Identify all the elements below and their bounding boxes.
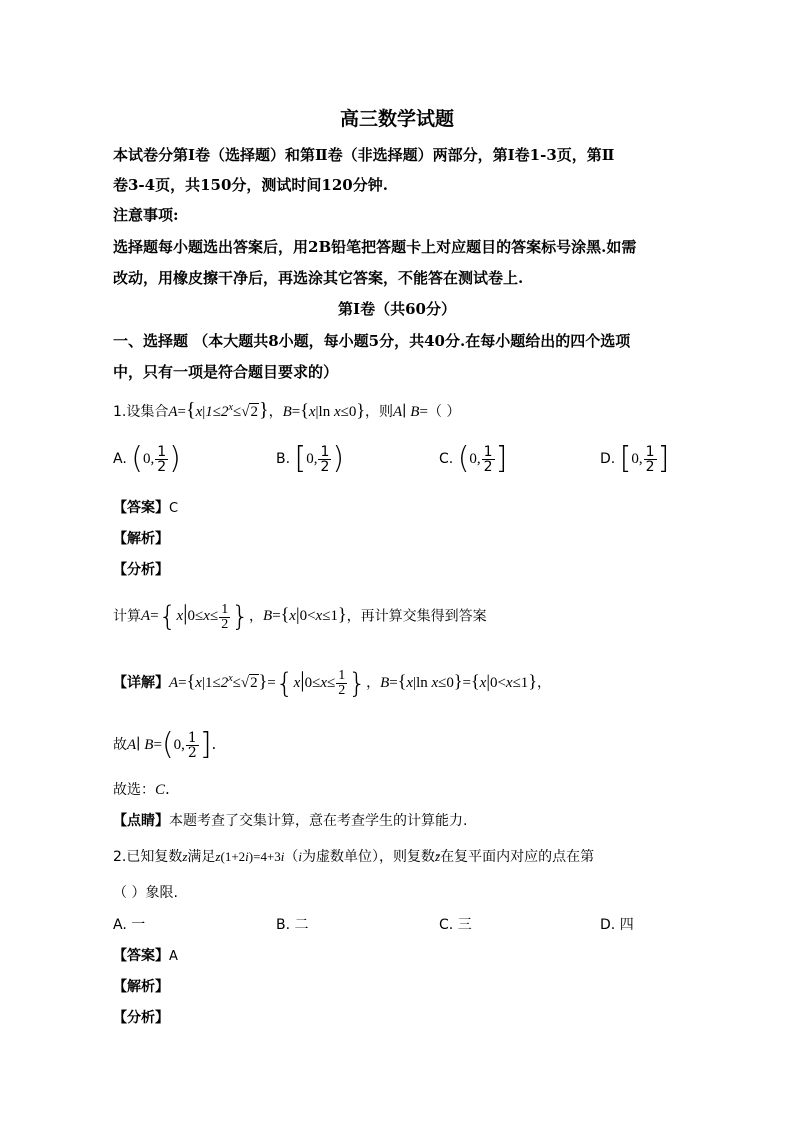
notice-line-2: 改动，用橡皮擦干净后，再选涂其它答案，不能答在测试卷上.: [113, 269, 524, 287]
section-title: 第Ⅰ卷（共60分）: [338, 300, 456, 318]
q2-option-d[interactable]: D. 四: [600, 917, 634, 933]
q1-option-a[interactable]: A. (0, $\frac{1}{2}$ ): [113, 441, 181, 476]
q1-detail: 【详解】$A=\{x|1\le 2^x\le√2\}=\{x|0\le x\le$ $\frac{1}{2}$ }，B={x|ln x≤0}={x|0<x≤1}，: [113, 666, 551, 700]
q1-option-c[interactable]: C. (0, $\frac{1}{2}$ ]: [439, 441, 508, 476]
q2-option-a[interactable]: A. 一: [113, 917, 146, 933]
part1-line-2: 中，只有一项是符合题目要求的）: [113, 363, 339, 381]
intro-line-2: 卷3-4页，共150分，测试时间120分钟.: [113, 176, 388, 194]
q2-answer: 【答案】A: [113, 948, 178, 964]
q1-stem-prefix: 1.设集合: [113, 404, 169, 420]
q1-choose: 故选：C.: [113, 780, 170, 798]
q2-analysis-tag: 【解析】: [113, 979, 169, 995]
q1-comment: 【点睛】本题考查了交集计算，意在考查学生的计算能力.: [113, 813, 468, 829]
q1-fenxi-text: 计算A={x|0≤x≤ $\frac{1}{2}$ }，B={x|0<x≤1}，再计算交集得到答案: [113, 600, 487, 633]
page-title: 高三数学试题: [339, 108, 454, 130]
intro-line-1: 本试卷分第Ⅰ卷（选择题）和第Ⅱ卷（非选择题）两部分，第Ⅰ卷1-3页，第Ⅱ: [113, 146, 615, 164]
q1-option-d[interactable]: D. [0, $\frac{1}{2}$ ]: [600, 441, 670, 476]
q2-stem-line-2: （ ）象限.: [113, 885, 178, 901]
q1-analysis-tag: 【解析】: [113, 531, 169, 547]
q2-fenxi-tag: 【分析】: [113, 1010, 169, 1026]
q1-stem: 1.设集合$A=\{x|1\le 2^x\le√2\}$，B={x|ln x≤0}，则A∣ B=（ ）: [113, 399, 461, 421]
q2-stem: 2.已知复数z满足z(1+2i)=4+3i（i为虚数单位），则复数z̄在复平面内对应的点在第: [113, 849, 595, 865]
notice-line-1: 选择题每小题选出答案后，用2B铅笔把答题卡上对应题目的答案标号涂黑.如需: [113, 238, 637, 256]
q1-set-a: $A=\{x|1\le 2^x\le√2\}$: [168, 399, 269, 421]
q1-therefore: 故A∣ B=(0, $\frac{1}{2}$ ].: [113, 727, 217, 762]
notice-title: 注意事项:: [113, 206, 179, 224]
q1-set-b: B={x|ln x≤0}: [282, 400, 365, 420]
q1-answer-value: C: [169, 501, 179, 516]
q1-blank: （ ）: [427, 404, 461, 420]
q2-option-b[interactable]: B. 二: [276, 917, 309, 933]
q1-answer: 【答案】C: [113, 500, 179, 516]
q1-option-b[interactable]: B. [0, $\frac{1}{2}$ ): [276, 441, 345, 476]
q1-fenxi-tag: 【分析】: [113, 562, 169, 578]
part1-line-1: 一、选择题 （本大题共8小题，每小题5分，共40分.在每小题给出的四个选项: [113, 332, 631, 350]
q2-option-c[interactable]: C. 三: [439, 917, 472, 933]
q2-answer-value: A: [169, 949, 178, 964]
